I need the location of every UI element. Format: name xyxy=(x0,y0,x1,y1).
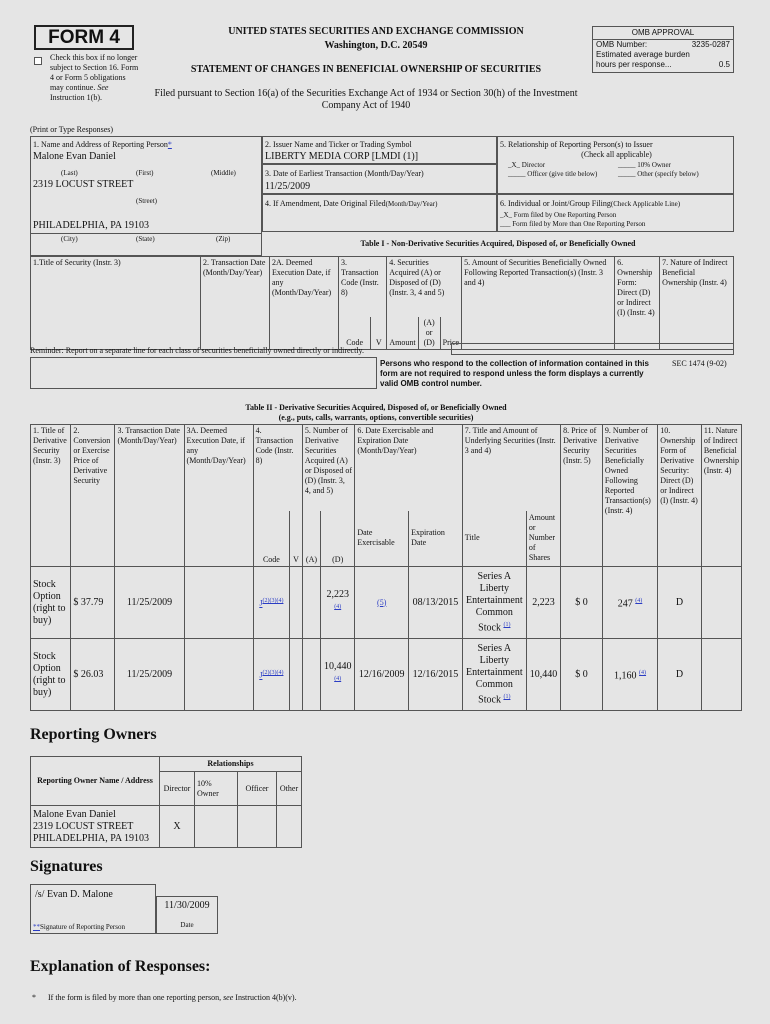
row-v xyxy=(290,639,303,711)
signature-label: Signature of Reporting Person xyxy=(40,923,125,931)
relationship-section xyxy=(497,136,734,194)
relationship-ten-pct: _____ 10% Owner xyxy=(618,161,671,169)
reminder-blank-box-right xyxy=(451,343,734,355)
row-title: Stock Option (right to buy) xyxy=(31,567,71,639)
amendment-label: 4. If Amendment, Date Original Filed xyxy=(265,199,386,208)
reporting-person-street: 2319 LOCUST STREET xyxy=(33,179,134,190)
table1-non-derivative xyxy=(30,256,734,350)
row-underlying-amount: 2,223 xyxy=(526,567,560,639)
t2-col4: 4. Transaction Code (Instr. 8) xyxy=(253,425,302,511)
row-deemed-date xyxy=(184,567,253,639)
explanation-instruction: Instruction 4(b)(v). xyxy=(235,993,297,1002)
row-date: 11/25/2009 xyxy=(115,567,184,639)
middle-label: (Middle) xyxy=(211,169,236,177)
t1-col6: 6. Ownership Form: Direct (D) or Indirect (I) (Instr. 4) xyxy=(615,257,660,350)
omb-burden-label: Estimated average burden xyxy=(596,50,690,59)
city-label: (City) xyxy=(61,235,78,243)
table1-title: Table I - Non-Derivative Securities Acquired, Disposed of, or Beneficially Owned xyxy=(360,239,636,248)
explanation-text: If the form is filed by more than one reporting person, xyxy=(48,993,222,1002)
t2-col2: 2. Conversion or Exercise Price of Derivative Security xyxy=(71,425,115,567)
row-a xyxy=(302,567,320,639)
persons-respond-note: Persons who respond to the collection of information contained in this form are not required to respond unless the form displays a currently valid OMB control number. xyxy=(380,359,649,388)
group-filing-label: 6. Individual or Joint/Group Filing xyxy=(500,199,611,208)
amendment-section xyxy=(262,194,497,232)
statement-title: STATEMENT OF CHANGES IN BENEFICIAL OWNERSHIP OF SECURITIES xyxy=(190,64,542,75)
t2-d: (D) xyxy=(321,511,355,567)
t1-price: Price xyxy=(440,317,462,350)
explanation-heading: Explanation of Responses: xyxy=(30,958,211,975)
owner-street: 2319 LOCUST STREET xyxy=(33,820,134,832)
owner-name-header: Reporting Owner Name / Address xyxy=(37,776,153,785)
reporting-person-name: Malone Evan Daniel xyxy=(33,151,116,162)
omb-approval-box xyxy=(592,26,734,73)
row-code-footnote[interactable]: (2)(3)(4) xyxy=(262,598,284,605)
row-expiration: 08/13/2015 xyxy=(409,567,463,639)
row-expiration: 12/16/2015 xyxy=(409,639,463,711)
t2-col11: 11. Nature of Indirect Beneficial Ownership (Instr. 4) xyxy=(701,425,741,567)
row-underlying-footnote[interactable]: (1) xyxy=(503,693,511,700)
earliest-date-label: 3. Date of Earliest Transaction (Month/Day/Year) xyxy=(265,169,424,178)
other-cell xyxy=(277,806,302,848)
signature-box xyxy=(30,884,156,934)
t2-col5: 5. Number of Derivative Securities Acquired (A) or Disposed of (D) (Instr. 3, 4, and 5) xyxy=(302,425,354,511)
row-code-link[interactable]: J xyxy=(259,670,263,680)
signatures-heading: Signatures xyxy=(30,858,103,875)
owner-city: PHILADELPHIA, PA 19103 xyxy=(33,832,150,844)
t2-a: (A) xyxy=(302,511,320,567)
row-a xyxy=(302,639,320,711)
row-price: $ 37.79 xyxy=(71,567,115,639)
t2-col8: 8. Price of Derivative Security (Instr. 5) xyxy=(561,425,603,567)
omb-hours-label: hours per response... xyxy=(596,60,672,69)
street-label: (Street) xyxy=(136,197,157,205)
group-filing-option-1: _X_ Form filed by One Reporting Person xyxy=(500,211,617,219)
omb-title: OMB APPROVAL xyxy=(593,27,733,40)
row-code-link[interactable]: J xyxy=(259,598,263,608)
row-owned-footnote[interactable]: (4) xyxy=(635,597,643,604)
t1-col3: 3. Transaction Code (Instr. 8) xyxy=(339,257,387,317)
last-label: (Last) xyxy=(61,169,78,177)
reporting-owners-heading: Reporting Owners xyxy=(30,726,157,743)
t1-col5: 5. Amount of Securities Beneficially Owned Following Reported Transaction(s) (Instr. 3 and 4) xyxy=(462,257,615,350)
t1-col2a: 2A. Deemed Execution Date, if any (Month/Day/Year) xyxy=(270,257,339,350)
signer-name: /s/ Evan D. Malone xyxy=(35,889,113,900)
row-code-footnote[interactable]: (2)(3)(4) xyxy=(262,670,284,677)
table2-title: Table II - Derivative Securities Acquired, Disposed of, or Beneficially Owned xyxy=(245,403,507,412)
row-underlying-title: Series A Liberty Entertainment Common Stock xyxy=(465,570,523,634)
row-exercisable: 12/16/2009 xyxy=(355,639,409,711)
omb-number-value: 3235-0287 xyxy=(691,40,730,49)
group-filing-sub: (Check Applicable Line) xyxy=(610,200,681,208)
t1-amount: Amount xyxy=(387,317,418,350)
ten-pct-cell xyxy=(195,806,238,848)
t2-col3a: 3A. Deemed Execution Date, if any (Month/Day/Year) xyxy=(184,425,253,567)
earliest-transaction-section xyxy=(262,164,497,194)
t2-amount: Amount or Number of Shares xyxy=(526,511,560,567)
table2-derivative xyxy=(30,424,742,711)
officer-header: Officer xyxy=(238,772,277,806)
explanation-star: * xyxy=(32,993,36,1002)
t2-title: Title xyxy=(462,511,526,567)
agency-city: Washington, D.C. 20549 xyxy=(324,40,428,51)
form-page xyxy=(26,20,742,1024)
t2-col7: 7. Title and Amount of Underlying Securities (Instr. 3 and 4) xyxy=(462,425,560,511)
relationship-officer: _____ Officer (give title below) xyxy=(508,170,598,178)
print-type-note: (Print or Type Responses) xyxy=(30,125,114,134)
check-box-text: Check this box if no longer subject to Section 16. Form 4 or Form 5 obligations may continue. See Instruction 1(b). xyxy=(50,53,139,102)
zip-label: (Zip) xyxy=(216,235,231,243)
row-acquired-footnote[interactable]: (4) xyxy=(334,603,342,610)
state-label: (State) xyxy=(136,235,155,243)
t2-v: V xyxy=(290,511,303,567)
officer-cell xyxy=(238,806,277,848)
row-nature xyxy=(701,567,741,639)
row-acquired: 10,440 xyxy=(323,660,352,672)
ten-pct-header: 10% Owner xyxy=(195,772,238,806)
reporting-person-label: 1. Name and Address of Reporting Person xyxy=(33,140,168,149)
t2-date-exercisable: Date Exercisable xyxy=(355,511,409,567)
relationship-director: _X_ Director xyxy=(508,161,546,169)
group-filing-option-2: ___ Form filed by More than One Reporting Person xyxy=(500,220,646,228)
issuer-section xyxy=(262,136,497,164)
relationship-other: _____ Other (specify below) xyxy=(618,170,699,178)
omb-number-label: OMB Number: xyxy=(596,40,648,49)
t2-code: Code xyxy=(253,511,290,567)
row-deriv-price: $ 0 xyxy=(561,639,603,711)
row-deriv-price: $ 0 xyxy=(561,567,603,639)
t2-col10: 10. Ownership Form of Derivative Security: Direct (D) or Indirect (I) (Instr. 4) xyxy=(658,425,702,567)
row-acquired-footnote[interactable]: (4) xyxy=(334,675,342,682)
owner-name: Malone Evan Daniel xyxy=(33,808,116,820)
row-date: 11/25/2009 xyxy=(115,639,184,711)
issuer-value: LIBERTY MEDIA CORP [LMDI (1)] xyxy=(265,151,419,162)
reporting-owners-table xyxy=(30,756,302,848)
director-mark: X xyxy=(160,806,195,848)
t1-v: V xyxy=(371,317,387,350)
t1-col2: 2. Transaction Date (Month/Day/Year) xyxy=(201,257,270,350)
issuer-label: 2. Issuer Name and Ticker or Trading Symbol xyxy=(265,140,412,149)
table2-row xyxy=(31,639,742,711)
t1-col4: 4. Securities Acquired (A) or Disposed of (D) (Instr. 3, 4 and 5) xyxy=(387,257,462,317)
relationship-sub: (Check all applicable) xyxy=(581,150,652,159)
earliest-date-value: 11/25/2009 xyxy=(265,181,311,192)
t2-col1: 1. Title of Derivative Security (Instr. 3) xyxy=(31,425,71,567)
other-header: Other xyxy=(277,772,302,806)
row-underlying-amount: 10,440 xyxy=(526,639,560,711)
relationships-header: Relationships xyxy=(207,759,254,768)
t1-code: Code xyxy=(339,317,371,350)
group-filing-section xyxy=(497,194,734,232)
row-owned: 1,160 xyxy=(614,670,637,682)
row-nature xyxy=(701,639,741,711)
reporting-person-city: PHILADELPHIA, PA 19103 xyxy=(33,220,150,231)
director-header: Director xyxy=(160,772,195,806)
filed-pursuant: Filed pursuant to Section 16(a) of the Securities Exchange Act of 1934 or Section 30(h) of the Investment Company Act of 1940 xyxy=(154,88,578,111)
relationship-label: 5. Relationship of Reporting Person(s) to Issuer xyxy=(500,140,653,149)
row-exercisable-link[interactable]: (5) xyxy=(377,597,387,607)
t2-col3: 3. Transaction Date (Month/Day/Year) xyxy=(115,425,184,567)
t1-a-or-d: (A) or (D) xyxy=(418,317,440,350)
t1-col7: 7. Nature of Indirect Beneficial Ownership (Instr. 4) xyxy=(660,257,734,350)
omb-hours-value: 0.5 xyxy=(718,60,730,69)
row-title: Stock Option (right to buy) xyxy=(31,639,71,711)
row-price: $ 26.03 xyxy=(71,639,115,711)
row-deemed-date xyxy=(184,639,253,711)
row-v xyxy=(290,567,303,639)
row-owned-footnote[interactable]: (4) xyxy=(639,669,647,676)
t2-expiration-date: Expiration Date xyxy=(409,511,463,567)
no-longer-subject-checkbox[interactable] xyxy=(34,57,42,65)
reporting-person-footnote-link[interactable]: * xyxy=(167,140,172,149)
row-acquired: 2,223 xyxy=(326,588,349,600)
row-form: D xyxy=(658,567,702,639)
explanation-see: see xyxy=(223,993,234,1002)
form-title: FORM 4 xyxy=(34,25,134,50)
row-underlying-title: Series A Liberty Entertainment Common Stock xyxy=(465,642,523,706)
reminder-text: Reminder: Report on a separate line for each class of securities beneficially owned directly or indirectly. xyxy=(30,346,365,355)
t2-col6: 6. Date Exercisable and Expiration Date (Month/Day/Year) xyxy=(355,425,462,511)
amendment-sub: (Month/Day/Year) xyxy=(385,200,438,208)
table2-subtitle: (e.g., puts, calls, warrants, options, convertible securities) xyxy=(278,413,474,422)
row-form: D xyxy=(658,639,702,711)
signature-date-label: Date xyxy=(180,921,194,929)
t1-col1: 1.Title of Security (Instr. 3) xyxy=(31,257,201,350)
signature-date: 11/30/2009 xyxy=(164,900,210,911)
reminder-blank-box-left xyxy=(30,357,377,389)
sec-code: SEC 1474 (9-02) xyxy=(672,359,727,368)
first-label: (First) xyxy=(136,169,154,177)
t2-col9: 9. Number of Derivative Securities Beneficially Owned Following Reported Transaction(s) (Instr. 4) xyxy=(602,425,657,567)
agency-name: UNITED STATES SECURITIES AND EXCHANGE COMMISSION xyxy=(228,26,524,37)
signature-date-box xyxy=(156,896,218,934)
row-owned: 247 xyxy=(617,598,633,610)
signature-footnote-link[interactable]: ** xyxy=(33,923,40,931)
reporting-person-section xyxy=(30,136,262,256)
row-underlying-footnote[interactable]: (1) xyxy=(503,621,511,628)
table2-row xyxy=(31,567,742,639)
